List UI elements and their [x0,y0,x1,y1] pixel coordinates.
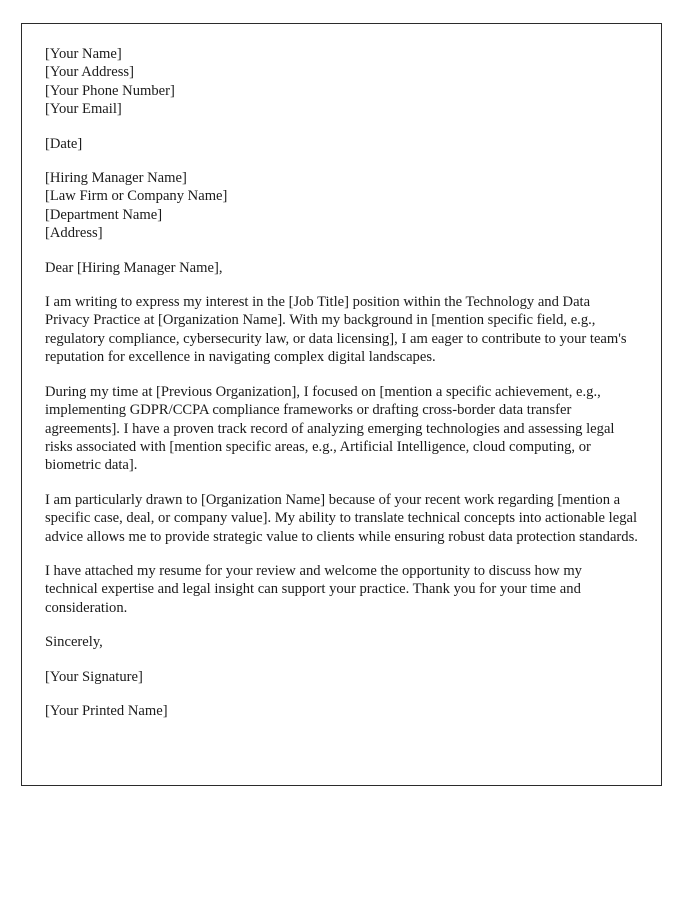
closing-line: Sincerely, [45,634,103,651]
recipient-department: [Department Name] [45,206,163,223]
date-line: [Date] [45,135,83,152]
sender-address: [Your Address] [45,64,134,81]
letter-page-border [21,23,662,786]
sender-name: [Your Name] [45,46,122,62]
body-paragraph-1: I am writing to express my interest in the [Job Title] position within the Technology and Data Privacy Practice at [Organization Name]. With my background in [mention specific field, e.g., regulatory compliance, cybersecurity law, or data licensing], I am eager to contribute to your team's reputation for excellence in navigating complex digital landscapes. [45,294,627,366]
sender-phone: [Your Phone Number] [45,82,175,99]
sender-email: [Your Email] [45,101,122,118]
recipient-address: [Address] [45,225,103,242]
body-paragraph-3: I am particularly drawn to [Organization Name] because of your recent work regarding [mention a specific case, deal, or company value]. My ability to translate technical concepts into actionable legal advice allows me to provide strategic value to clients while ensuring robust data protection standards. [45,491,638,545]
body-paragraph-4: I have attached my resume for your review and welcome the opportunity to discuss how my technical expertise and legal insight can support your practice. Thank you for your time and consideration. [45,562,582,616]
recipient-name: [Hiring Manager Name] [45,170,187,187]
salutation-line: Dear [Hiring Manager Name], [45,259,223,276]
letter-content [45,45,638,720]
recipient-address-block [45,169,638,243]
recipient-company: [Law Firm or Company Name] [45,188,228,205]
date-block [45,135,638,153]
printed-name-line: [Your Printed Name] [45,702,168,719]
signature-line: [Your Signature] [45,668,143,685]
sender-address-block [45,45,638,119]
body-paragraph-2: During my time at [Previous Organization], I focused on [mention a specific achievement, e.g., implementing GDPR/CCPA compliance frameworks or drafting cross-border data transfer agreements]. I have a proven track record of analyzing emerging technologies and assessing legal risks associated with [mention specific areas, e.g., Artificial Intelligence, cloud computing, or biometric data]. [45,383,615,474]
